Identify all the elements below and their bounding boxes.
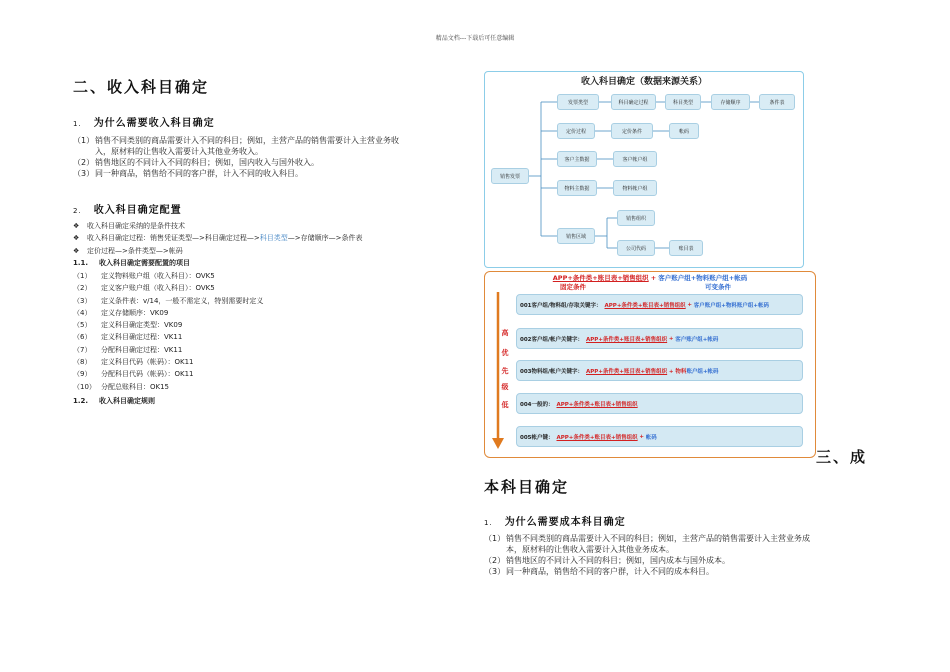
priority-label-high: 高	[501, 329, 509, 337]
config-item: （4） 定义存储顺序：VK09	[73, 308, 169, 317]
reason-item-2: （2）销售地区的不同计入不同的科目；例如，国内收入与国外收入。	[73, 158, 319, 167]
bullet-item-3: ❖ 定价过程—>条件类型—>帐码	[73, 246, 183, 255]
cost-reason-item-2: （2）销售地区的不同计入不同的科目；例如，国内成本与国外成本。	[484, 556, 730, 565]
priority-label: 优	[501, 349, 509, 357]
page-header: 精品文档---下载后可任意编辑	[435, 35, 515, 42]
node-material-account-group: 物料帐户组	[613, 180, 657, 196]
node-sales-invoice: 销售发票	[491, 168, 529, 184]
reason-item-1-cont: 入，原材料的让售收入需要计入其他业务收入。	[95, 147, 263, 156]
config-item: （2） 定义客户账户组（收入科目）：OVK5	[73, 284, 215, 293]
cost-reason-item-3: （3）同一种商品，销售给不同的客户群，计入不同的成本科目。	[484, 567, 714, 576]
rule-row-002: 002客户组/帐户关键字： APP+条件类+账目表+销售组织 + 客户账户组+帐码	[516, 328, 803, 349]
node-material-master: 物料主数据	[557, 180, 597, 196]
section-title-revenue: 二、收入科目确定	[73, 78, 210, 96]
subsection-number: 1.	[73, 120, 82, 128]
cost-reason-list	[484, 533, 884, 577]
node-access-sequence: 存储顺序	[711, 94, 750, 110]
config-item: （5） 定义科目确定类型：VK09	[73, 321, 183, 330]
rule-row-001: 001客户组/物料组/存取关键字： APP+条件类+账目表+销售组织 + 客户账户组+物料账户组+帐码	[516, 294, 803, 315]
config-list	[73, 270, 263, 393]
revenue-source-diagram	[484, 71, 804, 268]
subsection-why-revenue	[73, 114, 215, 129]
subsection-title: 为什么需要收入科目确定	[93, 118, 215, 129]
bullet-list	[73, 220, 362, 257]
node-account-type: 科目类型	[665, 94, 701, 110]
subsection-title: 为什么需要成本科目确定	[504, 517, 626, 528]
bullet-item-2: ❖ 收入科目确定过程：销售凭证类型—>科目确定过程—>科目类型—>存储顺序—>条件表	[73, 234, 363, 243]
node-customer-master: 客户主数据	[557, 151, 597, 167]
config-item: （9） 分配科目代码（帐码）：OK11	[73, 370, 194, 379]
cost-reason-item-1: （1）销售不同类别的商品需要计入不同的科目；例如，主营产品的销售需要计入主营业务成	[484, 534, 810, 543]
node-pricing-procedure: 定价过程	[557, 123, 595, 139]
subsection-why-cost	[484, 513, 626, 528]
determination-rules-diagram	[484, 271, 816, 458]
section-title-cost-part1: 三、成	[816, 448, 868, 466]
reason-item-3: （3）同一种商品，销售给不同的客户群，计入不同的收入科目。	[73, 169, 303, 178]
section-title-cost-part2: 本科目确定	[484, 478, 570, 496]
node-determination-procedure: 科目确定过程	[611, 94, 656, 110]
config-item: （10） 分配总账科目：OK15	[73, 382, 170, 391]
subsection-config	[73, 201, 182, 216]
node-account-key: 帐码	[669, 123, 699, 139]
subsubsection-config-items: 1.1. 收入科目确定需要配置的项目	[73, 259, 190, 267]
node-condition-table: 条件表	[759, 94, 795, 110]
config-item: （3） 定义条件表：v/14，一般不需定义，特别需要时定义	[73, 296, 264, 305]
fixed-fields: APP+条件类+账目表+销售组织	[552, 274, 649, 282]
node-sales-org: 销售组织	[617, 210, 655, 226]
rule-row-004: 004一般的： APP+条件类+账目表+销售组织	[516, 393, 803, 414]
node-company-code: 公司代码	[617, 240, 655, 256]
fixed-condition-label: 固定条件	[560, 283, 586, 291]
rule-header: APP+条件类+账目表+销售组织 + 客户账户组+物料账户组+帐码	[552, 274, 748, 282]
bullet-item-1: ❖ 收入科目确定采纳的是条件技术	[73, 222, 185, 230]
config-item: （6） 定义科目确定过程：VK11	[73, 333, 183, 342]
node-sales-area: 销售区域	[557, 228, 595, 244]
cost-reason-item-1-cont: 本，原材料的让售收入需要计入其他业务成本。	[506, 545, 674, 554]
reason-item-1: （1）销售不同类别的商品需要计入不同的科目；例如，主营产品的销售需要计入主营业务收	[73, 136, 399, 145]
priority-label: 级	[501, 383, 509, 391]
priority-label: 先	[501, 367, 509, 375]
subsubsection-rules: 1.2. 收入科目确定规则	[73, 397, 155, 405]
config-item: （7） 分配科目确定过程：VK11	[73, 345, 183, 354]
config-item: （8） 定义科目代码（帐码）：OK11	[73, 358, 194, 367]
node-customer-account-group: 客户帐户组	[613, 151, 657, 167]
subsection-number: 2.	[73, 207, 82, 215]
reason-list	[73, 135, 473, 179]
node-chart-of-accounts: 账目表	[669, 240, 703, 256]
priority-label-low: 低	[501, 401, 509, 409]
variable-fields: 客户账户组+物料账户组+帐码	[658, 274, 748, 282]
node-pricing-condition: 定价条件	[611, 123, 653, 139]
rule-row-003: 003物料组/帐户关键字： APP+条件类+账目表+销售组织 + 物料 账户组+帐码	[516, 360, 803, 381]
rule-row-005: 005帐户键： APP+条件类+账目表+销售组织 + 帐码	[516, 426, 803, 447]
node-invoice-type: 发票类型	[557, 94, 599, 110]
subsection-number: 1.	[484, 519, 493, 527]
diagram-title: 收入科目确定（数据来源关系）	[580, 77, 707, 87]
variable-condition-label: 可变条件	[705, 283, 731, 291]
config-item: （1） 定义物料账户组（收入科目）：OVK5	[73, 272, 215, 280]
subsection-title: 收入科目确定配置	[93, 205, 182, 216]
